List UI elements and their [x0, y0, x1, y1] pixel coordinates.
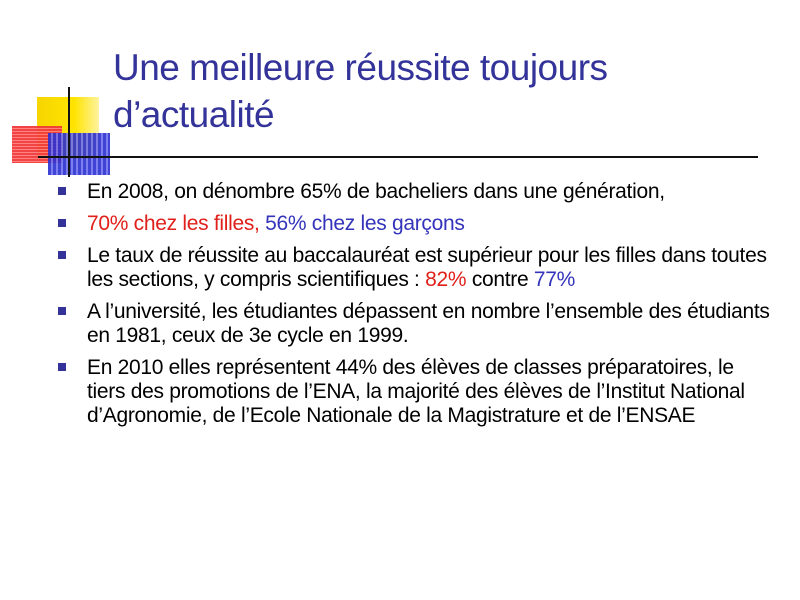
bullet-text: A l’université, les étudiantes dépassent en nombre l’ensemble des étudiants en 1981, ceux de 3e cycle en 1999. — [87, 300, 770, 347]
bullet-text-middle: contre — [466, 268, 534, 291]
girls-success-rate: 82% — [425, 268, 467, 291]
bullet-text: En 2008, on dénombre 65% de bacheliers dans une génération, — [87, 180, 665, 203]
bullet-item — [52, 356, 772, 428]
slide-title: Une meilleure réussite toujours d’actualité — [113, 47, 608, 135]
blue-square-decoration — [48, 133, 110, 175]
bullet-text: Le taux de réussite au baccalauréat est supérieur pour les filles dans toutes les sections, y compris scientifiques : — [87, 244, 767, 291]
bullet-item — [52, 300, 772, 348]
boys-stat: 56% chez les garçons — [265, 212, 465, 235]
bullet-text: En 2010 elles représentent 44% des élèves de classes préparatoires, le tiers des promotions de l’ENA, la majorité des élèves de l’Institut National d’Agronomie, de l’Ecole Nationale de la Magistrature et de l’ENSAE — [87, 356, 745, 427]
bullet-item — [52, 180, 772, 204]
bullet-list — [52, 180, 772, 436]
vertical-rule-decoration — [68, 87, 70, 177]
girls-stat: 70% chez les filles, — [87, 212, 266, 235]
bullet-item — [52, 212, 772, 236]
boys-success-rate: 77% — [533, 268, 576, 291]
title-underline — [38, 156, 758, 158]
bullet-item — [52, 244, 772, 292]
